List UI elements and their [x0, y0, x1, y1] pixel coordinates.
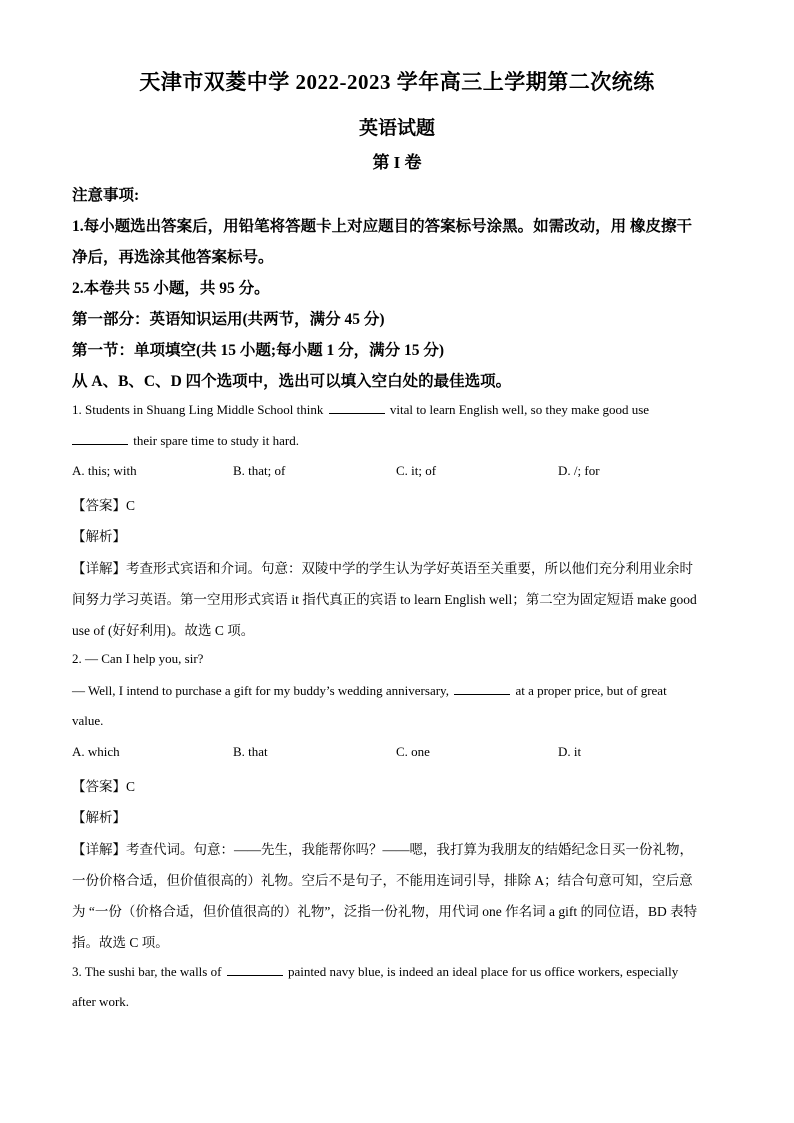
instruction: 从 A、B、C、D 四个选项中，选出可以填入空白处的最佳选项。 — [72, 373, 512, 390]
q2-detail-line-1: 【详解】考查代词。句意：——先生，我能帮你吗？——嗯，我打算为我朋友的结婚纪念日买一份礼物， — [72, 842, 693, 857]
q2-blank — [454, 682, 510, 695]
q3-blank — [227, 963, 283, 976]
notes-item-2: 2.本卷共 55 小题，共 95 分。 — [72, 280, 270, 297]
q2-line-1: 2. — Can I help you, sir? — [72, 651, 204, 666]
q1-option-b: B. that; of — [233, 463, 286, 478]
q2-line-3: value. — [72, 713, 104, 728]
volume-title: 第 I 卷 — [372, 153, 422, 172]
q1-detail-line-2: 间努力学习英语。第一空用形式宾语 it 指代真正的宾语 to learn English well；第二空为固定短语 make good — [72, 592, 697, 607]
q3-line-1 — [72, 963, 678, 980]
q2-answer: 【答案】C — [72, 779, 136, 794]
section-1-heading: 第一节：单项填空(共 15 小题;每小题 1 分，满分 15 分) — [72, 342, 444, 359]
q1-option-c: C. it; of — [396, 463, 437, 478]
q2-detail-line-3: 为 “一份（价格合适，但价值很高的）礼物”，泛指一份礼物，用代词 one 作名词 a gift 的同位语，BD 表特 — [72, 904, 698, 919]
q2-option-b: B. that — [233, 744, 268, 759]
q1-text-c: their spare time to study it hard. — [133, 433, 299, 448]
notes-heading: 注意事项: — [72, 187, 140, 204]
q1-answer: 【答案】C — [72, 498, 136, 513]
q3-text-a: 3. The sushi bar, the walls of — [72, 964, 222, 979]
q1-detail-line-3: use of (好好利用)。故选 C 项。 — [72, 623, 255, 638]
q1-text-b: vital to learn English well, so they make good use — [389, 402, 650, 417]
q2-option-c: C. one — [396, 744, 430, 759]
q2-option-a: A. which — [72, 744, 120, 759]
q1-option-d: D. /; for — [558, 463, 600, 478]
q2-line-2 — [72, 682, 667, 699]
notes-item-1-line-2: 净后，再选涂其他答案标号。 — [72, 249, 274, 266]
notes-item-1-line-1: 1.每小题选出答案后，用铅笔将答题卡上对应题目的答案标号涂黑。如需改动，用 橡皮擦干 — [72, 218, 693, 235]
q1-blank-1 — [329, 401, 385, 414]
q1-option-a: A. this; with — [72, 463, 137, 478]
q2-text-b: at a proper price, but of great — [515, 683, 667, 698]
q2-analysis: 【解析】 — [72, 810, 126, 825]
exam-title: 天津市双菱中学 2022-2023 学年高三上学期第二次统练 — [139, 70, 655, 94]
q1-text-a: 1. Students in Shuang Ling Middle School think — [72, 402, 324, 417]
part-1-heading: 第一部分：英语知识运用(共两节，满分 45 分) — [72, 311, 385, 328]
q2-detail-line-4: 指。故选 C 项。 — [72, 935, 169, 950]
q3-line-2: after work. — [72, 994, 130, 1009]
q1-analysis: 【解析】 — [72, 529, 126, 544]
q2-text-a: — Well, I intend to purchase a gift for my buddy’s wedding anniversary, — [72, 683, 449, 698]
q1-line-2 — [72, 432, 299, 449]
subject-title: 英语试题 — [358, 118, 435, 139]
q2-detail-line-2: 一份价格合适，但价值很高的）礼物。空后不是句子，不能用连词引导，排除 A；结合句意可知，空后意 — [72, 873, 693, 888]
q1-line-1 — [72, 401, 649, 418]
q1-blank-2 — [72, 432, 128, 445]
q2-option-d: D. it — [558, 744, 582, 759]
q1-detail-line-1: 【详解】考查形式宾语和介词。句意：双陵中学的学生认为学好英语至关重要，所以他们充分利用业余时 — [72, 561, 693, 576]
q3-text-b: painted navy blue, is indeed an ideal place for us office workers, especially — [287, 964, 679, 979]
